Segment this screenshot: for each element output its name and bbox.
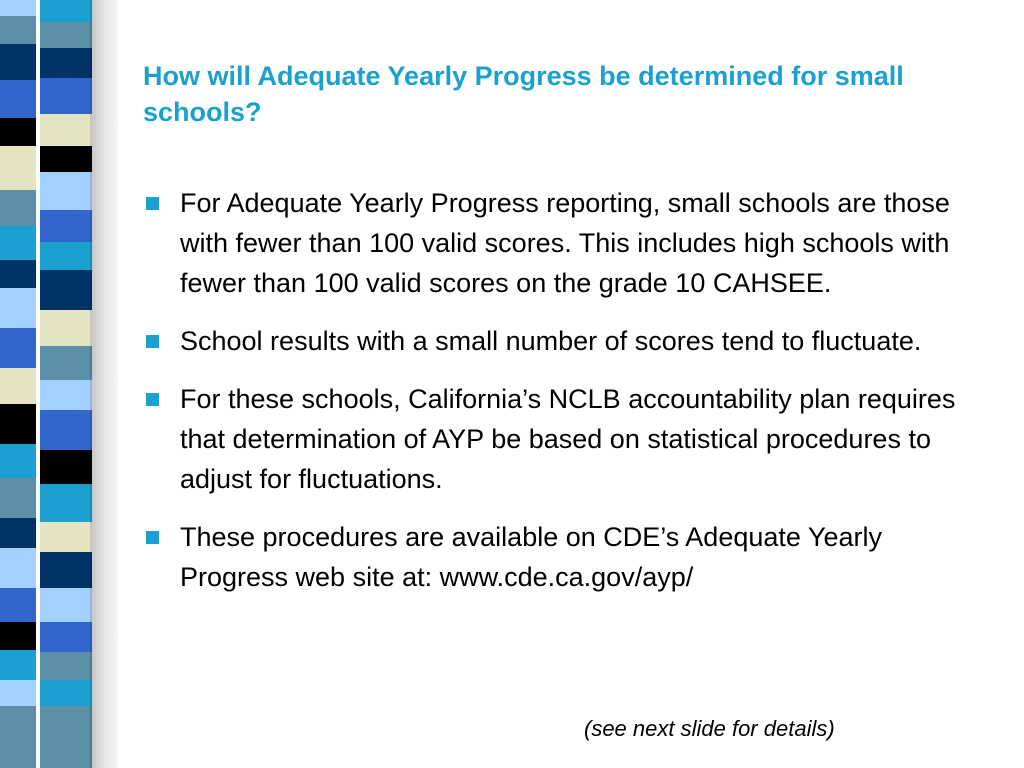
bullet-list	[146, 183, 986, 615]
stripe-band	[0, 44, 36, 80]
stripe-band	[40, 22, 92, 48]
stripe-band	[0, 404, 36, 444]
decorative-striped-bar	[0, 0, 118, 768]
stripe-band	[0, 80, 36, 118]
bullet-text: These procedures are available on CDE’s Adequate Yearly Progress web site at: www.cde.ca.gov/ayp/	[180, 522, 882, 592]
stripe-band	[40, 484, 92, 522]
stripe-band	[0, 650, 36, 680]
stripe-band	[0, 444, 36, 478]
stripe-band	[0, 0, 36, 16]
striped-bar-shadow	[92, 0, 118, 768]
stripe-band	[40, 652, 92, 680]
stripe-band	[0, 680, 36, 706]
stripe-band	[40, 270, 92, 310]
stripe-band	[0, 118, 36, 146]
square-bullet-icon	[146, 335, 159, 348]
stripe-band	[0, 478, 36, 518]
stripe-band	[40, 48, 92, 78]
bullet-item	[146, 183, 986, 303]
stripe-band	[40, 310, 92, 346]
stripe-band	[40, 0, 92, 22]
stripe-band	[40, 346, 92, 380]
bullet-text: School results with a small number of scores tend to fluctuate.	[180, 326, 922, 356]
stripe-band	[40, 706, 92, 768]
stripe-band	[0, 622, 36, 650]
stripe-band	[40, 78, 92, 114]
bullet-item	[146, 321, 986, 361]
stripe-band	[0, 16, 36, 44]
bullet-item	[146, 517, 986, 597]
stripe-band	[0, 328, 36, 368]
square-bullet-icon	[146, 531, 159, 544]
stripe-band	[40, 114, 92, 146]
stripe-band	[40, 622, 92, 652]
striped-bar-column-right	[40, 0, 92, 768]
square-bullet-icon	[146, 393, 159, 406]
stripe-band	[40, 410, 92, 450]
stripe-band	[40, 210, 92, 242]
stripe-band	[0, 588, 36, 622]
stripe-band	[40, 242, 92, 270]
bullet-item	[146, 379, 986, 499]
stripe-band	[0, 724, 36, 768]
stripe-band	[0, 288, 36, 328]
bullet-text: For Adequate Yearly Progress reporting, small schools are those with fewer than 100 valid scores. This includes high schools with fewer than 100 valid scores on the grade 10 CAHSEE.	[180, 188, 950, 298]
slide-title: How will Adequate Yearly Progress be determined for small schools?	[143, 61, 904, 127]
stripe-band	[40, 146, 92, 172]
stripe-band	[0, 518, 36, 548]
stripe-band	[0, 368, 36, 404]
stripe-band	[40, 380, 92, 410]
stripe-band	[0, 706, 36, 724]
square-bullet-icon	[146, 197, 159, 210]
stripe-band	[40, 522, 92, 552]
stripe-band	[0, 548, 36, 588]
stripe-band	[40, 680, 92, 706]
striped-bar-column-left	[0, 0, 36, 768]
bullet-text: For these schools, California’s NCLB accountability plan requires that determination of AYP be based on statistical procedures to adjust for fluctuations.	[180, 384, 956, 494]
stripe-band	[40, 172, 92, 210]
stripe-band	[40, 588, 92, 622]
stripe-band	[40, 552, 92, 588]
stripe-band	[0, 260, 36, 288]
stripe-band	[0, 190, 36, 226]
footnote: (see next slide for details)	[584, 716, 835, 741]
stripe-band	[40, 450, 92, 484]
stripe-band	[0, 146, 36, 190]
stripe-band	[0, 226, 36, 260]
